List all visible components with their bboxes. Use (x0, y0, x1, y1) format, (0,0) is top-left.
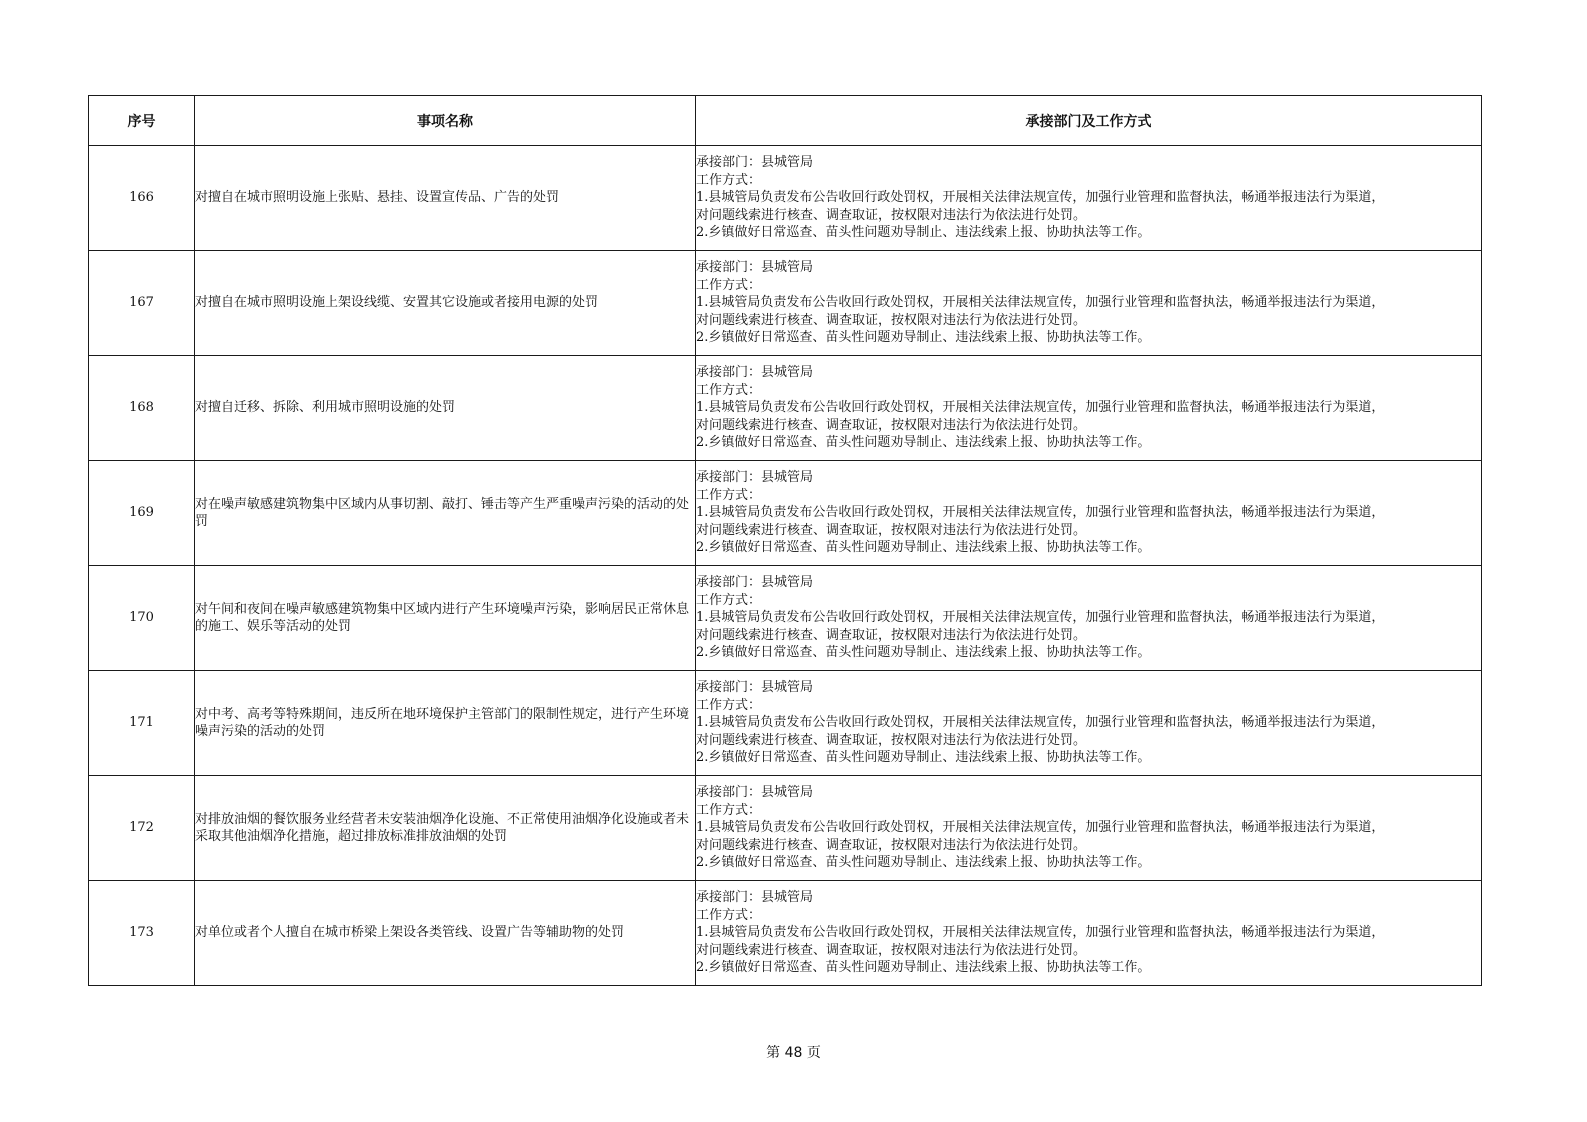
item-name-text: 对午间和夜间在噪声敏感建筑物集中区域内进行产生环境噪声污染，影响居民正常休息的施工、娱乐等活动的处罚 (195, 601, 690, 634)
method-item-2: 2.乡镇做好日常巡查、苗头性问题劝导制止、违法线索上报、协助执法等工作。 (696, 435, 1151, 451)
table-row (89, 671, 1482, 776)
method-item-2: 2.乡镇做好日常巡查、苗头性问题劝导制止、违法线索上报、协助执法等工作。 (696, 330, 1151, 346)
item-name (195, 146, 696, 251)
method-item-1b: 对问题线索进行核查、调查取证，按权限对违法行为依法进行处罚。 (696, 522, 1087, 538)
method-item-1a: 1.县城管局负责发布公告收回行政处罚权，开展相关法律法规宣传，加强行业管理和监督执法，畅通举报违法行为渠道， (696, 715, 1385, 731)
table-header-row (89, 96, 1482, 146)
method-item-2: 2.乡镇做好日常巡查、苗头性问题劝导制止、违法线索上报、协助执法等工作。 (696, 855, 1151, 871)
row-number: 166 (89, 146, 195, 251)
dept-and-method (696, 251, 1482, 356)
item-name-text: 对中考、高考等特殊期间，违反所在地环境保护主管部门的限制性规定，进行产生环境噪声污染的活动的处罚 (195, 706, 690, 739)
row-number: 173 (89, 881, 195, 986)
item-name (195, 356, 696, 461)
method-label: 工作方式： (696, 382, 762, 398)
dept-line: 承接部门：县城管局 (696, 680, 814, 696)
header-no: 序号 (89, 96, 195, 146)
item-name-text: 对在噪声敏感建筑物集中区域内从事切割、敲打、锤击等产生严重噪声污染的活动的处罚 (195, 496, 690, 529)
method-item-1b: 对问题线索进行核查、调查取证，按权限对违法行为依法进行处罚。 (696, 942, 1087, 958)
item-name-text: 对擅自在城市照明设施上架设线缆、安置其它设施或者接用电源的处罚 (195, 295, 599, 311)
row-number: 169 (89, 461, 195, 566)
row-number: 172 (89, 776, 195, 881)
dept-and-method (696, 461, 1482, 566)
method-item-2: 2.乡镇做好日常巡查、苗头性问题劝导制止、违法线索上报、协助执法等工作。 (696, 225, 1151, 241)
item-name (195, 671, 696, 776)
method-item-1a: 1.县城管局负责发布公告收回行政处罚权，开展相关法律法规宣传，加强行业管理和监督执法，畅通举报违法行为渠道， (696, 505, 1385, 521)
dept-and-method (696, 566, 1482, 671)
method-label: 工作方式： (696, 697, 762, 713)
table-row (89, 146, 1482, 251)
method-item-1b: 对问题线索进行核查、调查取证，按权限对违法行为依法进行处罚。 (696, 627, 1087, 643)
method-item-1a: 1.县城管局负责发布公告收回行政处罚权，开展相关法律法规宣传，加强行业管理和监督执法，畅通举报违法行为渠道， (696, 190, 1385, 206)
header-dept: 承接部门及工作方式 (696, 96, 1482, 146)
item-name-text: 对排放油烟的餐饮服务业经营者未安装油烟净化设施、不正常使用油烟净化设施或者未采取其他油烟净化措施，超过排放标准排放油烟的处罚 (195, 811, 690, 844)
method-item-1b: 对问题线索进行核查、调查取证，按权限对违法行为依法进行处罚。 (696, 207, 1087, 223)
table-row (89, 251, 1482, 356)
dept-line: 承接部门：县城管局 (696, 785, 814, 801)
item-name-text: 对单位或者个人擅自在城市桥梁上架设各类管线、设置广告等辅助物的处罚 (195, 925, 625, 941)
dept-line: 承接部门：县城管局 (696, 890, 814, 906)
dept-line: 承接部门：县城管局 (696, 470, 814, 486)
item-name (195, 881, 696, 986)
dept-line: 承接部门：县城管局 (696, 575, 814, 591)
row-number: 167 (89, 251, 195, 356)
dept-line: 承接部门：县城管局 (696, 155, 814, 171)
dept-line: 承接部门：县城管局 (696, 260, 814, 276)
table-body (89, 146, 1482, 986)
header-name: 事项名称 (195, 96, 696, 146)
method-item-1a: 1.县城管局负责发布公告收回行政处罚权，开展相关法律法规宣传，加强行业管理和监督执法，畅通举报违法行为渠道， (696, 820, 1385, 836)
item-name (195, 251, 696, 356)
method-item-1b: 对问题线索进行核查、调查取证，按权限对违法行为依法进行处罚。 (696, 312, 1087, 328)
method-label: 工作方式： (696, 277, 762, 293)
method-item-2: 2.乡镇做好日常巡查、苗头性问题劝导制止、违法线索上报、协助执法等工作。 (696, 645, 1151, 661)
page-number: 第 48 页 (766, 1045, 821, 1061)
method-item-2: 2.乡镇做好日常巡查、苗头性问题劝导制止、违法线索上报、协助执法等工作。 (696, 750, 1151, 766)
dept-line: 承接部门：县城管局 (696, 365, 814, 381)
table-row (89, 881, 1482, 986)
table-row (89, 461, 1482, 566)
method-label: 工作方式： (696, 487, 762, 503)
method-item-1a: 1.县城管局负责发布公告收回行政处罚权，开展相关法律法规宣传，加强行业管理和监督执法，畅通举报违法行为渠道， (696, 400, 1385, 416)
item-name (195, 461, 696, 566)
method-item-1b: 对问题线索进行核查、调查取证，按权限对违法行为依法进行处罚。 (696, 417, 1087, 433)
method-label: 工作方式： (696, 907, 762, 923)
method-label: 工作方式： (696, 172, 762, 188)
method-label: 工作方式： (696, 592, 762, 608)
method-label: 工作方式： (696, 802, 762, 818)
item-name-text: 对擅自在城市照明设施上张贴、悬挂、设置宣传品、广告的处罚 (195, 190, 560, 206)
dept-and-method (696, 356, 1482, 461)
method-item-2: 2.乡镇做好日常巡查、苗头性问题劝导制止、违法线索上报、协助执法等工作。 (696, 960, 1151, 976)
item-name-text: 对擅自迁移、拆除、利用城市照明设施的处罚 (195, 400, 456, 416)
item-table (88, 95, 1482, 986)
dept-and-method (696, 671, 1482, 776)
method-item-1a: 1.县城管局负责发布公告收回行政处罚权，开展相关法律法规宣传，加强行业管理和监督执法，畅通举报违法行为渠道， (696, 925, 1385, 941)
method-item-1b: 对问题线索进行核查、调查取证，按权限对违法行为依法进行处罚。 (696, 837, 1087, 853)
row-number: 168 (89, 356, 195, 461)
row-number: 170 (89, 566, 195, 671)
method-item-1b: 对问题线索进行核查、调查取证，按权限对违法行为依法进行处罚。 (696, 732, 1087, 748)
row-number: 171 (89, 671, 195, 776)
method-item-1a: 1.县城管局负责发布公告收回行政处罚权，开展相关法律法规宣传，加强行业管理和监督执法，畅通举报违法行为渠道， (696, 295, 1385, 311)
method-item-1a: 1.县城管局负责发布公告收回行政处罚权，开展相关法律法规宣传，加强行业管理和监督执法，畅通举报违法行为渠道， (696, 610, 1385, 626)
method-item-2: 2.乡镇做好日常巡查、苗头性问题劝导制止、违法线索上报、协助执法等工作。 (696, 540, 1151, 556)
table-row (89, 776, 1482, 881)
table-row (89, 566, 1482, 671)
table-row (89, 356, 1482, 461)
item-name (195, 776, 696, 881)
dept-and-method (696, 146, 1482, 251)
dept-and-method (696, 881, 1482, 986)
dept-and-method (696, 776, 1482, 881)
item-name (195, 566, 696, 671)
